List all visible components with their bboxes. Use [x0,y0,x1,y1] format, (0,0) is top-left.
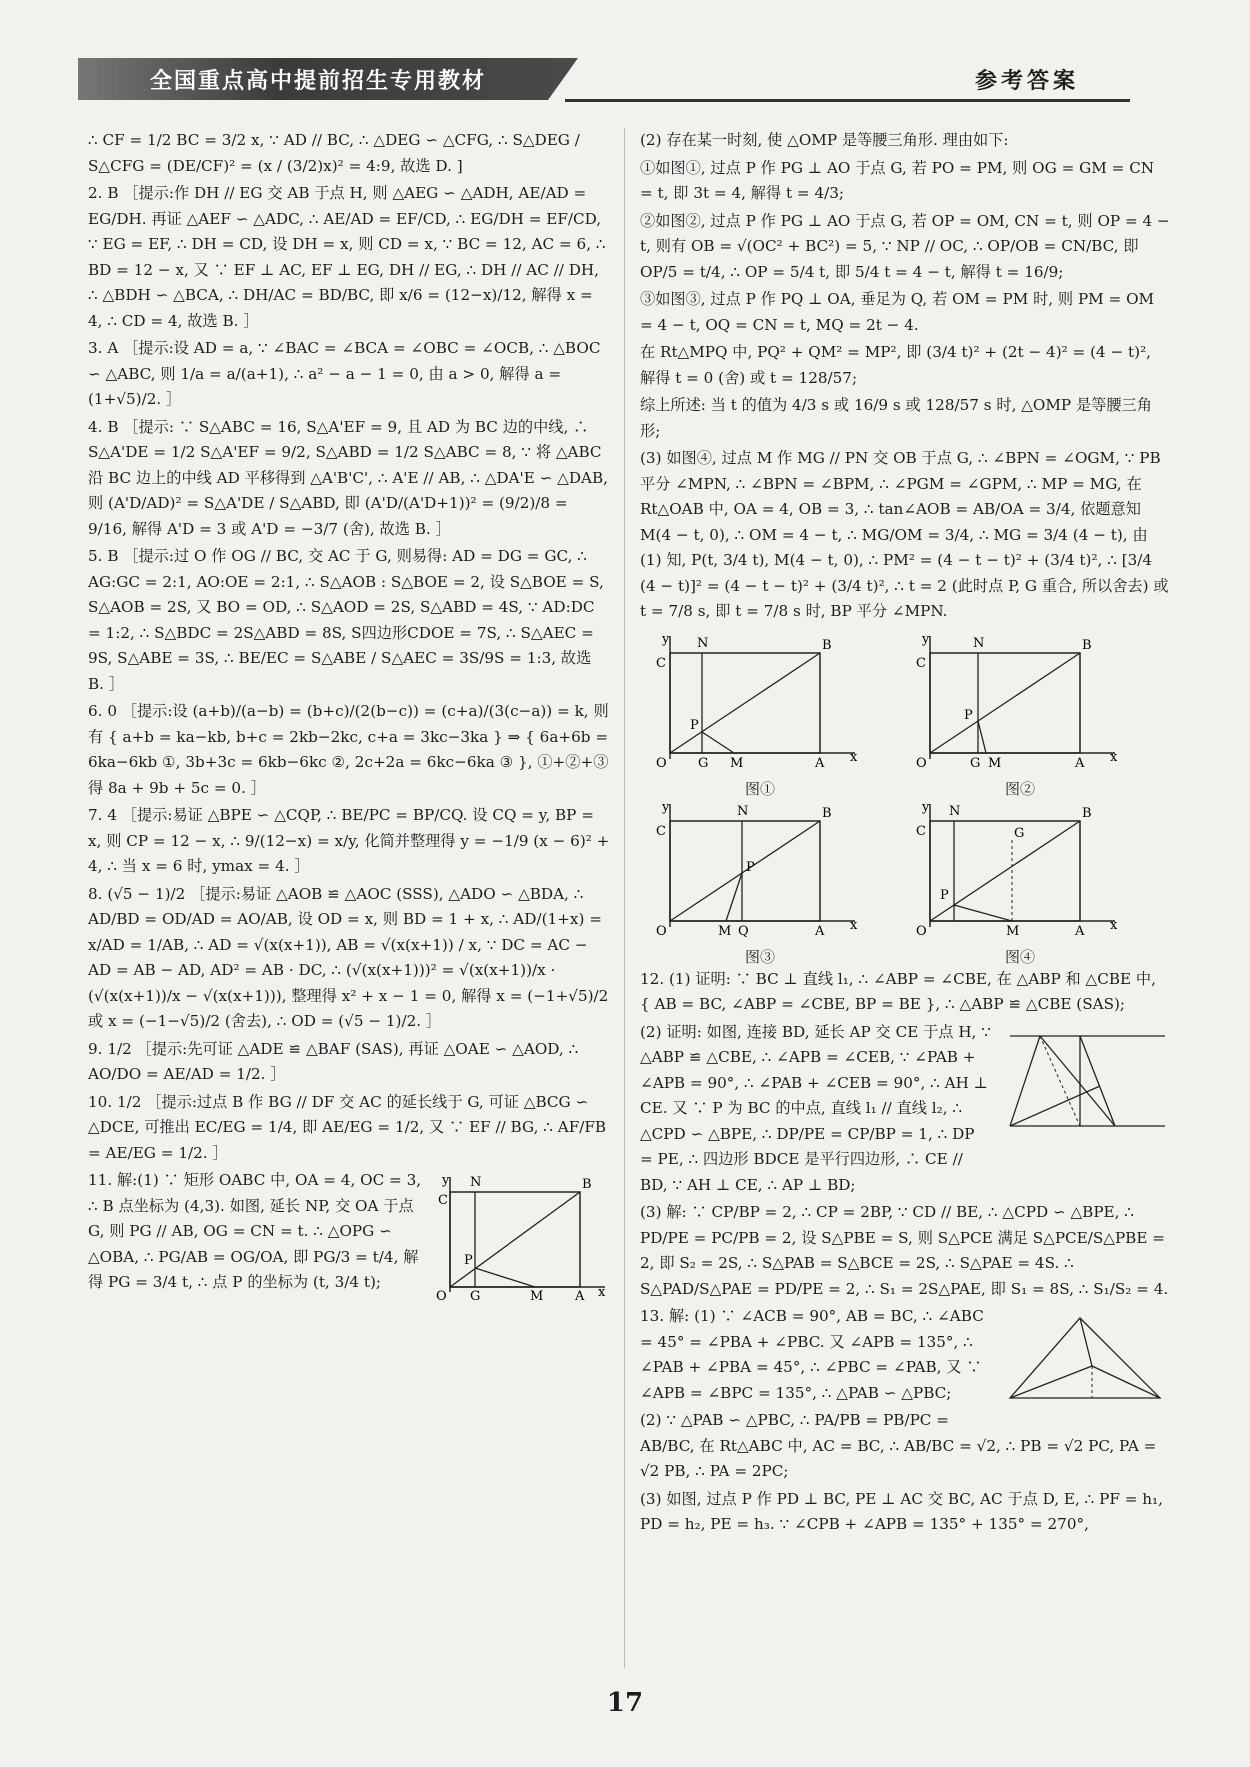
svg-text:G: G [698,755,709,771]
fig11-label-n: N [470,1175,482,1190]
fig11-label-b: B [582,1177,592,1192]
header-rule [565,99,1130,102]
svg-text:B: B [1082,805,1092,821]
svg-text:A: A [1075,755,1085,771]
figure-12 [1000,1024,1170,1144]
svg-text:A: A [815,755,825,771]
svg-text:Q: Q [738,923,749,939]
svg-text:O: O [656,755,667,771]
svg-text:P: P [690,717,699,733]
answer-12-part2: (2) 证明: 如图, 连接 BD, 延长 AP 交 CE 于点 H, ∵ △ABP ≌ △CBE, ∴ ∠APB = ∠CEB, ∵ ∠PAB + ∠APB = 90°, ∴ ∠PAB + ∠CEB = 90°, ∴ AH ⊥ CE. 又 ∵ P 为 BC 的中点, 直线 l₁ // 直线 l₂, ∴ △CPD ∽ △BPE, ∴ DP/PE = CP/BP = 1, ∴ DP = PE, ∴ 四边形 BDCE 是平行四边形, ∴ CE // BD, ∵ AH ⊥ CE, ∴ AP ⊥ BD; [640,1022,996,1194]
fig11-label-g: G [470,1289,481,1302]
svg-text:y: y [662,799,670,815]
svg-text:O: O [916,923,927,939]
fig11-label-y: y [442,1173,450,1188]
right-column [640,128,1175,1540]
figure-2-caption: 图② [1004,780,1035,798]
svg-text:M: M [718,923,732,939]
svg-text:M: M [1006,923,1020,939]
answer-5: 5. B ［提示:过 O 作 OG // BC, 交 AC 于 G, 则易得: AD = DG = GC, ∴ AG:GC = 2:1, AO:OE = 2:1, ∴ S△AOB : S△BOE = 2, 设 S△BOE = S, S△AOB = 2S, 又 BO = OD, ∴ S△AOD = 2S, S△ABD = 4S, ∵ AD:DC = 1:2, ∴ S△BDC = 2S△ABD = 8S, S四边形CDOE = 7S, ∴ S△AEC = 9S, S△ABE = 3S, ∴ BE/EC = S△ABE / S△AEC = 3S/9S = 1:3, 故选 B. ］ [88,547,609,693]
answer-13-part2: (2) ∵ △PAB ∽ △PBC, ∴ PA/PB = PB/PC = AB/BC, 在 Rt△ABC 中, AC = BC, ∴ AB/BC = √2, ∴ PB = √2 PC, PA = √2 PB, ∴ PA = 2PC; [640,1411,1162,1480]
answer-11-case1: ①如图①, 过点 P 作 PG ⊥ AO 于点 G, 若 PO = PM, 则 OG = GM = CN = t, 即 3t = 4, 解得 t = 4/3; [640,158,1159,202]
figure-11 [430,1172,610,1302]
figure-3-caption: 图③ [744,948,775,966]
fig11-label-o: O [436,1289,447,1302]
svg-text:M: M [988,755,1002,771]
svg-text:P: P [746,859,755,875]
answer-12-part3: (3) 解: ∵ CP/BP = 2, ∴ CP = 2BP, ∵ CD // BE, ∴ △CPD ∽ △BPE, ∴ PD/PE = PC/PB = 2, 设 S△PBE = S, 则 S△PCE 满足 S△PCE/S△PBE = 2, 即 S₂ = 2S, ∴ S△PAB = S△BCE = 2S, ∴ S△PAE = 4S. ∴ S△PAD/S△PAE = PD/PE = 2, ∴ S₁ = 2S△PAE, 即 S₁ = 8S, ∴ S₁/S₂ = 4. [640,1203,1170,1298]
figure-4-caption: 图④ [1004,948,1035,966]
answer-3: 3. A ［提示:设 AD = a, ∵ ∠BAC = ∠BCA = ∠OBC = ∠OCB, ∴ △BOC ∽ △ABC, 则 1/a = a/(a+1), ∴ a² − a − 1 = 0, 由 a > 0, 解得 a = (1+√5)/2. ］ [88,339,606,408]
svg-text:B: B [822,805,832,821]
svg-text:O: O [656,923,667,939]
answer-13-part3: (3) 如图, 过点 P 作 PD ⊥ BC, PE ⊥ AC 交 BC, AC 于点 D, E, ∴ PF = h₁, PD = h₂, PE = h₃. ∵ ∠CPB + ∠APB = 135° + 135° = 270°, [640,1489,1168,1533]
svg-text:G: G [970,755,981,771]
figure-2 [910,631,1130,798]
answer-7: 7. 4 ［提示:易证 △BPE ∽ △CQP, ∴ BE/PC = BP/CQ. 设 CQ = y, BP = x, 则 CP = 12 − x, ∴ 9/(12−x) = x/y, 化简并整理得 y = −1/9 (x − 6)² + 4, ∴ 当 x = 6 时, ymax = 4. ］ [88,806,615,875]
answer-12-part1: 12. (1) 证明: ∵ BC ⊥ 直线 l₁, ∴ ∠ABP = ∠CBE, 在 △ABP 和 △CBE 中, { AB = BC, ∠ABP = ∠CBE, BP = BE }, ∴ △ABP ≌ △CBE (SAS); [640,969,1161,1013]
answer-block: ∴ CF = 1/2 BC = 3/2 x, ∵ AD // BC, ∴ △DEG ∽ △CFG, ∴ S△DEG / S△CFG = (DE/CF)² = (x / (3/2)x)² = 4:9, 故选 D. ] [88,131,585,175]
answer-2: 2. B ［提示:作 DH // EG 交 AB 于点 H, 则 △AEG ∽ △ADH, AE/AD = EG/DH. 再证 △AEF ∽ △ADC, ∴ AE/AD = EF/CD, ∴ EG/DH = EF/CD, ∵ EG = EF, ∴ DH = CD, 设 DH = x, 则 CD = x, ∵ BC = 12, AC = 6, ∴ BD = 12 − x, 又 ∵ EF ⊥ AC, EF ⊥ EG, DH // EG, ∴ DH // AC // DH, ∴ △BDH ∽ △BCA, ∴ DH/AC = BD/BC, 即 x/6 = (12−x)/12, 解得 x = 4, ∴ CD = 4, 故选 B. ］ [88,184,611,330]
answer-13-part1: 13. 解: (1) ∵ ∠ACB = 90°, AB = BC, ∴ ∠ABC = 45° = ∠PBA + ∠PBC. 又 ∠APB = 135°, ∴ ∠PAB + ∠PBA = 45°, ∴ ∠PBC = ∠PAB, 又 ∵ ∠APB = ∠BPC = 135°, ∴ △PAB ∽ △PBC; [640,1307,989,1402]
answer-6: 6. 0 ［提示:设 (a+b)/(a−b) = (b+c)/(2(b−c)) = (c+a)/(3(c−a)) = k, 则有 { a+b = ka−kb, b+c = 2kb−2kc, c+a = 3kc−3ka } ⇒ { 6a+6b = 6ka−6kb ①, 3b+3c = 6kb−6kc ②, 2c+2a = 6kc−6ka ③ }, ①+②+③ 得 8a + 9b + 5c = 0. ］ [88,702,614,797]
svg-text:C: C [916,655,926,671]
answer-11-part3: (3) 如图④, 过点 M 作 MG // PN 交 OB 于点 G, ∴ ∠BPN = ∠OGM, ∵ PB 平分 ∠MPN, ∴ ∠BPN = ∠BPM, ∴ ∠PGM = ∠GPM, ∴ MP = MG, 在 Rt△OAB 中, OA = 4, OB = 3, ∴ tan∠AOB = AB/OA = 3/4, 依题意知 M(4 − t, 0), ∴ OM = 4 − t, ∴ MG/OM = 3/4, ∴ MG = 3/4 (4 − t), 由 (1) 知, P(t, 3/4 t), M(4 − t, 0), ∴ PM² = (4 − t − t)² + (3/4 t)², ∴ [3/4 (4 − t)]² = (4 − t − t)² + (3/4 t)², ∴ t = 2 (此时点 P, G 重合, 所以舍去) 或 t = 7/8 s, 即 t = 7/8 s 时, BP 平分 ∠MPN. [640,449,1174,620]
svg-text:x: x [850,749,858,765]
svg-text:C: C [916,823,926,839]
svg-text:G: G [1014,825,1025,841]
svg-text:C: C [656,823,666,839]
figure-4 [910,799,1130,966]
fig11-label-a: A [575,1289,585,1302]
svg-text:B: B [822,637,832,653]
svg-text:x: x [850,917,858,933]
answer-11-part2: (2) 存在某一时刻, 使 △OMP 是等腰三角形. 理由如下: [640,131,1009,149]
svg-text:x: x [1110,917,1118,933]
answer-11-rt: 在 Rt△MPQ 中, PQ² + QM² = MP², 即 (3/4 t)² + (2t − 4)² = (4 − t)², 解得 t = 0 (舍) 或 t = 128/57; [640,343,1156,387]
svg-text:O: O [916,755,927,771]
answer-11-summary: 综上所述: 当 t 的值为 4/3 s 或 16/9 s 或 128/57 s 时, △OMP 是等腰三角形; [640,396,1152,440]
page-number: 17 [606,1688,644,1718]
fig11-label-c: C [438,1193,448,1208]
answer-11-block [88,1168,610,1302]
svg-text:C: C [656,655,666,671]
svg-text:A: A [815,923,825,939]
fig11-label-x: x [598,1285,606,1300]
left-column [88,128,615,1306]
figure-1 [650,631,870,798]
svg-text:N: N [697,635,709,651]
header-title: 全国重点高中提前招生专用教材 [150,69,487,94]
answer-12-part2-block [640,1020,1170,1199]
answer-10: 10. 1/2 ［提示:过点 B 作 BG // DF 交 AC 的延长线于 G, 可证 △BCG ∽ △DCE, 可推出 EC/EG = 1/4, 即 AE/EG = 1/2, 又 ∵ EF // BG, ∴ AF/FB = AE/EG = 1/2. ］ [88,1092,611,1162]
svg-text:y: y [922,799,930,815]
fig11-label-p: P [464,1253,473,1268]
figure-1-caption: 图① [744,780,775,798]
svg-text:N: N [737,803,749,819]
svg-text:P: P [964,707,973,723]
svg-text:B: B [1082,637,1092,653]
header-right: 参考答案 [975,68,1080,94]
fig11-label-m: M [530,1289,544,1302]
svg-text:y: y [662,631,670,647]
svg-text:N: N [949,803,961,819]
svg-text:A: A [1075,923,1085,939]
figures-grid [640,631,1170,966]
answer-13-block [640,1304,1170,1406]
answer-8: 8. (√5 − 1)/2 ［提示:易证 △AOB ≌ △AOC (SSS), △ADO ∽ △BDA, ∴ AD/BD = OD/AD = AO/AB, 设 OD = x, 则 BD = 1 + x, ∴ AD/(1+x) = x/AD = 1/AB, ∴ AD = √(x(x+1)), AB = √(x(x+1)) / x, ∵ DC = AC − AD = AB − AD, AD² = AB · DC, ∴ (√(x(x+1)))² = √(x(x+1))/x · (√(x(x+1))/x − √(x(x+1))), 整理得 x² + x − 1 = 0, 解得 x = (−1+√5)/2 或 x = (−1−√5)/2 (舍去), ∴ OD = (√5 − 1)/2. ］ [88,884,614,1030]
column-divider [624,128,625,1668]
answer-11-case3: ③如图③, 过点 P 作 PQ ⊥ OA, 垂足为 Q, 若 OM = PM 时, 则 PM = OM = 4 − t, OQ = CN = t, MQ = 2t − 4. [640,290,1159,334]
answer-11: 11. 解:(1) ∵ 矩形 OABC 中, OA = 4, OC = 3, ∴ B 点坐标为 (4,3). 如图, 延长 NP, 交 OA 于点 G, 则 PG // AB, OG = CN = t. ∴ △OPG ∽ △OBA, ∴ PG/AB = OG/OA, 即 PG/3 = t/4, 解得 PG = 3/4 t, ∴ 点 P 的坐标为 (t, 3/4 t); [88,1171,426,1291]
svg-text:x: x [1110,749,1118,765]
answer-11-case2: ②如图②, 过点 P 作 PG ⊥ AO 于点 G, 若 OP = OM, CN = t, 则 OP = 4 − t, 则有 OB = √(OC² + BC²) = 5, ∵ NP // OC, ∴ OP/OB = CN/BC, 即 OP/5 = t/4, ∴ OP = 5/4 t, 即 5/4 t = 4 − t, 解得 t = 16/9; [640,211,1175,281]
figure-13 [1000,1308,1170,1418]
svg-text:P: P [940,887,949,903]
figure-3 [650,799,870,966]
svg-text:y: y [922,631,930,647]
answer-4: 4. B ［提示: ∵ S△ABC = 16, S△A'EF = 9, 且 AD 为 BC 边的中线, ∴ S△A'DE = 1/2 S△A'EF = 9/2, S△ABD = 1/2 S△ABC = 8, ∵ 将 △ABC 沿 BC 边上的中线 AD 平移得到 △A'B'C', ∴ A'E // AB, ∴ △DA'E ∽ △DAB, 则 (A'D/AD)² = S△A'DE / S△ABD, 即 (A'D/(A'D+1))² = (9/2)/8 = 9/16, 解得 A'D = 3 或 A'D = −3/7 (舍), 故选 B. ］ [88,417,613,538]
svg-text:M: M [730,755,744,771]
answer-9: 9. 1/2 ［提示:先可证 △ADE ≌ △BAF (SAS), 再证 △OAE ∽ △AOD, ∴ AO/DO = AE/AD = 1/2. ］ [88,1039,584,1083]
svg-text:N: N [973,635,985,651]
